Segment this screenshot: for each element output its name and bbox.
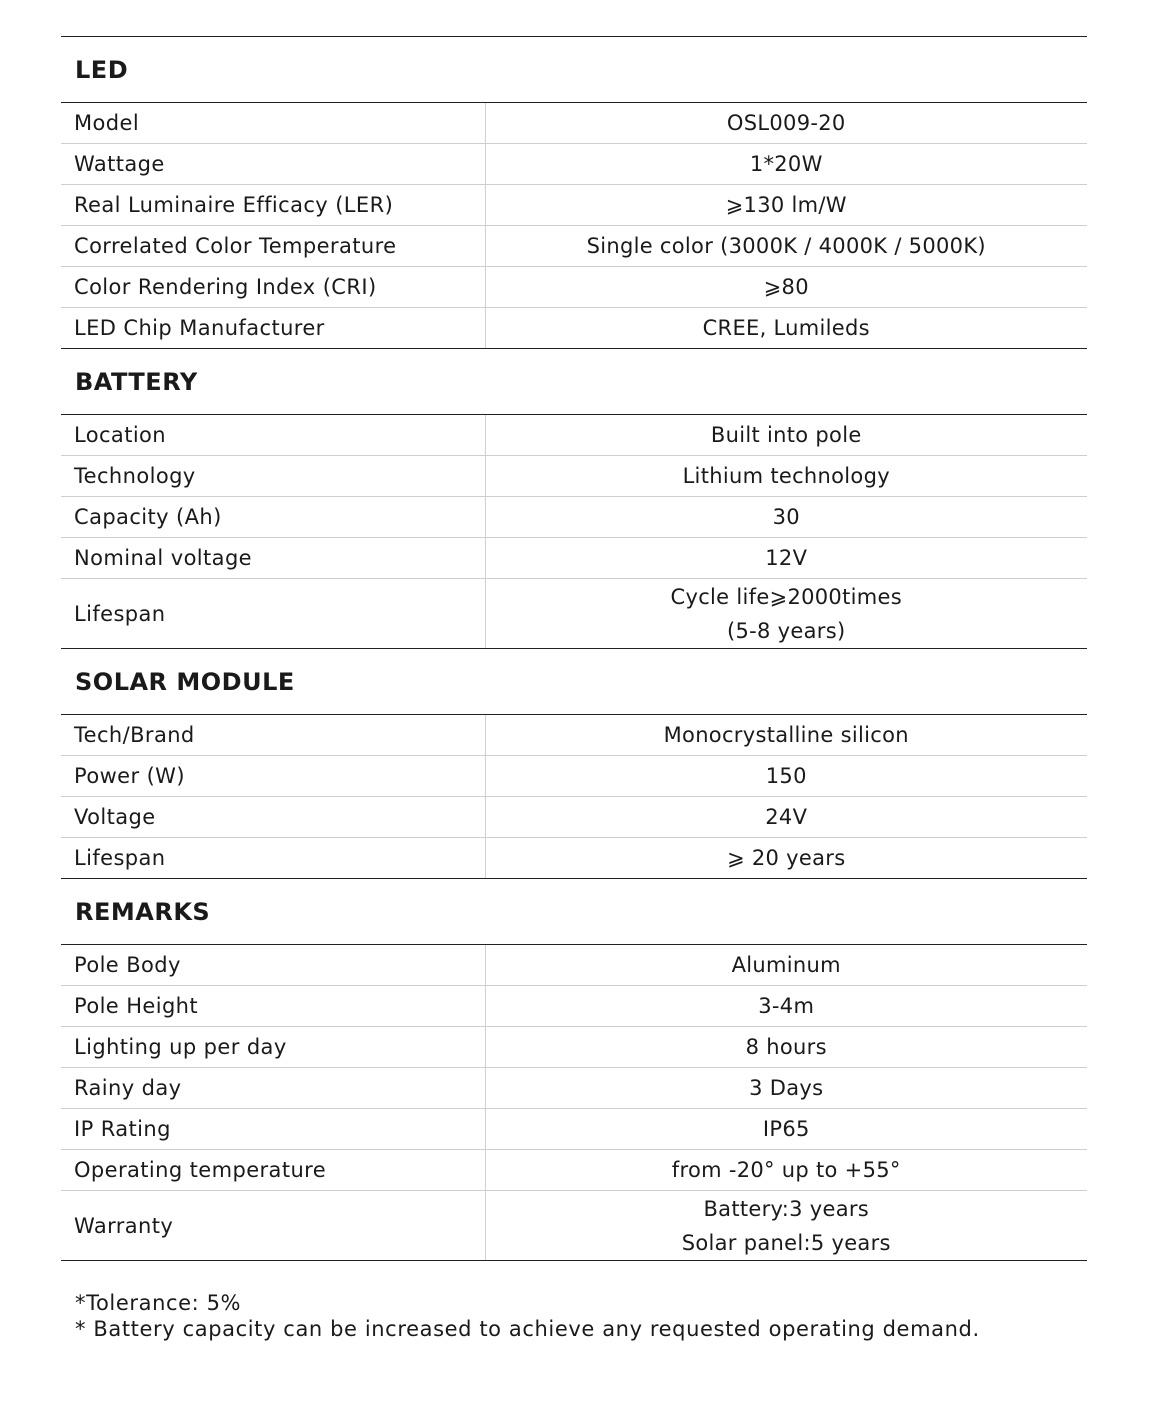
table-row [61,226,1087,267]
row-value: 1*20W [485,144,1087,185]
row-value: 30 [485,497,1087,538]
section-battery [61,415,1087,649]
row-label: Rainy day [61,1068,485,1109]
table-row [61,144,1087,185]
table-row [61,986,1087,1027]
row-value: 3 Days [485,1068,1087,1109]
row-label: Model [61,103,485,144]
row-value: Single color (3000K / 4000K / 5000K) [485,226,1087,267]
section-title-solar-module: SOLAR MODULE [61,649,1087,715]
section-remarks [61,945,1087,1261]
row-value: Lithium technology [485,456,1087,497]
table-row [61,538,1087,579]
row-value: OSL009-20 [726,111,846,135]
table-row [61,1068,1087,1109]
row-value: ⩾ 20 years [485,838,1087,879]
row-label: Lighting up per day [61,1027,485,1068]
row-value: Built into pole [710,423,862,447]
row-value [485,579,1087,649]
row-label: Capacity (Ah) [61,497,485,538]
row-label: Pole Body [61,945,485,986]
row-value-line: Solar panel:5 years [681,1230,891,1255]
table-row [61,103,1087,144]
table-row [61,1150,1087,1191]
remarks-spec-table [61,945,1087,1260]
led-spec-table [61,103,1087,348]
footnote-battery-capacity: * Battery capacity can be increased to achieve any requested operating demand. [75,1317,980,1341]
row-label: Warranty [61,1191,485,1261]
footnotes [75,1290,980,1342]
row-label: Technology [61,456,485,497]
row-label: IP Rating [61,1109,485,1150]
table-row [61,1109,1087,1150]
row-label: Wattage [61,144,485,185]
table-row [61,308,1087,349]
table-row [61,838,1087,879]
row-label: Color Rendering Index (CRI) [61,267,485,308]
section-title-battery: BATTERY [61,349,1087,415]
row-label: Operating temperature [61,1150,485,1191]
row-value: 8 hours [485,1027,1087,1068]
row-label: Lifespan [61,579,485,649]
row-value: ⩾130 lm/W [485,185,1087,226]
row-label: Nominal voltage [61,538,485,579]
row-label: Lifespan [61,838,485,879]
row-value: 12V [485,538,1087,579]
row-value: 150 [485,756,1087,797]
row-value [485,1191,1087,1261]
table-row [61,1027,1087,1068]
row-value: 24V [485,797,1087,838]
table-row [61,185,1087,226]
row-value-line: Cycle life⩾2000times [670,584,902,609]
row-value-line: Battery:3 years [703,1196,870,1221]
table-row [61,456,1087,497]
footnote-tolerance: *Tolerance: 5% [75,1291,242,1315]
table-row [61,415,1087,456]
row-value: IP65 [485,1109,1087,1150]
table-row [61,497,1087,538]
battery-spec-table [61,415,1087,648]
row-value-line: (5-8 years) [727,618,846,643]
row-label: Voltage [61,797,485,838]
row-value: 3-4m [485,986,1087,1027]
section-solar-module [61,715,1087,879]
section-led [61,103,1087,349]
row-value: CREE, Lumileds [485,308,1087,349]
table-row [61,267,1087,308]
table-row [61,715,1087,756]
table-row [61,756,1087,797]
row-value: Aluminum [731,953,841,977]
table-row [61,579,1087,649]
row-label: Tech/Brand [61,715,485,756]
table-row [61,1191,1087,1261]
row-value: ⩾80 [485,267,1087,308]
table-row [61,797,1087,838]
row-label: LED Chip Manufacturer [61,308,485,349]
table-row [61,945,1087,986]
solar-spec-table [61,715,1087,878]
row-label: Pole Height [61,986,485,1027]
section-title-led: LED [61,37,1087,103]
row-value: from -20° up to +55° [485,1150,1087,1191]
row-value: Monocrystalline silicon [663,723,909,747]
spec-sheet [61,36,1087,1261]
row-label: Location [61,415,485,456]
row-label: Correlated Color Temperature [61,226,485,267]
row-label: Real Luminaire Efficacy (LER) [61,185,485,226]
row-label: Power (W) [61,756,485,797]
section-title-remarks: REMARKS [61,879,1087,945]
